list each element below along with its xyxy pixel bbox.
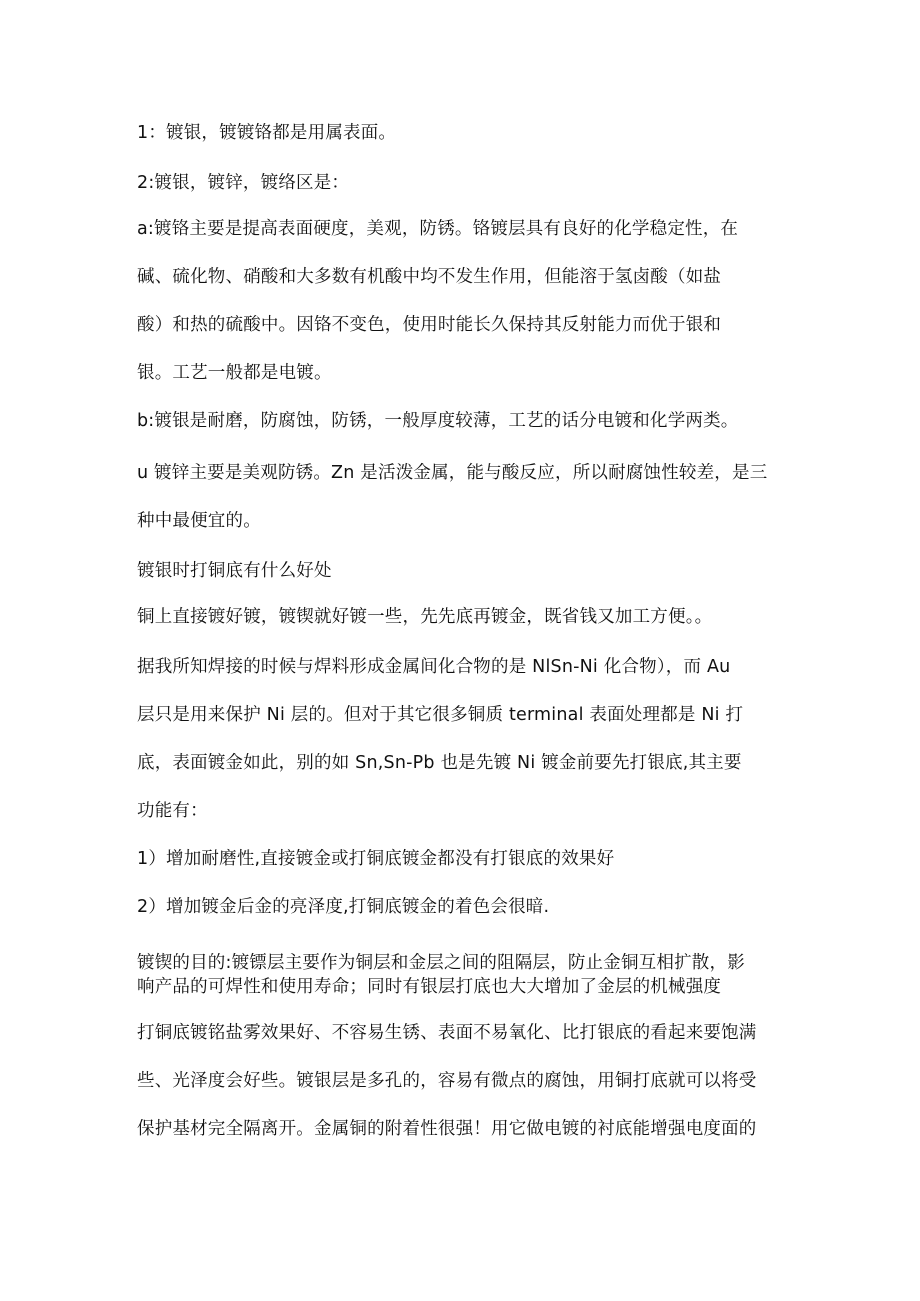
text-line: 功能有： xyxy=(137,801,208,821)
text-line: 铜上直接镀好镀，镀锲就好镀一些，先先底再镀金，既省钱又加工方便。。 xyxy=(137,607,713,627)
text-line: u 镀锌主要是美观防锈。Zn 是活泼金属，能与酸反应，所以耐腐蚀性较差，是三 xyxy=(137,463,768,483)
text-line: 2）增加镀金后金的亮泽度,打铜底镀金的着色会很暗. xyxy=(137,897,550,917)
text-line: 种中最便宜的。 xyxy=(137,511,261,531)
text-line: 碱、硫化物、硝酸和大多数有机酸中均不发生作用，但能溶于氢卤酸（如盐 xyxy=(137,267,722,287)
text-line: 据我所知焊接的时候与焊料形成金属间化合物的是 NlSn-Ni 化合物），而 Au xyxy=(137,657,731,677)
text-line: 响产品的可焊性和使用寿命；同时有银层打底也大大增加了金层的机械强度 xyxy=(137,977,722,997)
text-line: 底，表面镀金如此，别的如 Sn,Sn-Pb 也是先镀 Ni 镀金前要先打银底,其主要 xyxy=(137,753,742,773)
text-line: 保护基材完全隔离开。金属铜的附着性很强！用它做电镀的衬底能增强电度面的 xyxy=(137,1119,757,1139)
text-line: 镀锲的目的:镀镖层主要作为铜层和金层之间的阻隔层，防止金铜互相扩散，影 xyxy=(137,953,745,973)
text-line: 层只是用来保护 Ni 层的。但对于其它很多铜质 terminal 表面处理都是 Ni 打 xyxy=(137,705,744,725)
text-line: 银。工艺一般都是电镀。 xyxy=(137,363,332,383)
text-line: 1：镀银，镀镀铬都是用属表面。 xyxy=(137,123,397,143)
text-line: 镀银时打铜底有什么好处 xyxy=(137,561,332,581)
text-line: b:镀银是耐磨，防腐蚀，防锈，一般厚度较薄，工艺的话分电镀和化学两类。 xyxy=(137,411,739,431)
text-line: 1）增加耐磨性,直接镀金或打铜底镀金都没有打银底的效果好 xyxy=(137,849,615,869)
text-line: 酸）和热的硫酸中。因铬不变色，使用时能长久保持其反射能力而优于银和 xyxy=(137,315,722,335)
text-line: 2:镀银，镀锌，镀络区是： xyxy=(137,173,350,193)
text-line: 些、光泽度会好些。镀银层是多孔的，容易有微点的腐蚀，用铜打底就可以将受 xyxy=(137,1071,757,1091)
text-line: a:镀铬主要是提高表面硬度，美观，防锈。铬镀层具有良好的化学稳定性，在 xyxy=(137,219,739,239)
text-line: 打铜底镀铭盐雾效果好、不容易生锈、表面不易氧化、比打银底的看起来要饱满 xyxy=(137,1023,757,1043)
